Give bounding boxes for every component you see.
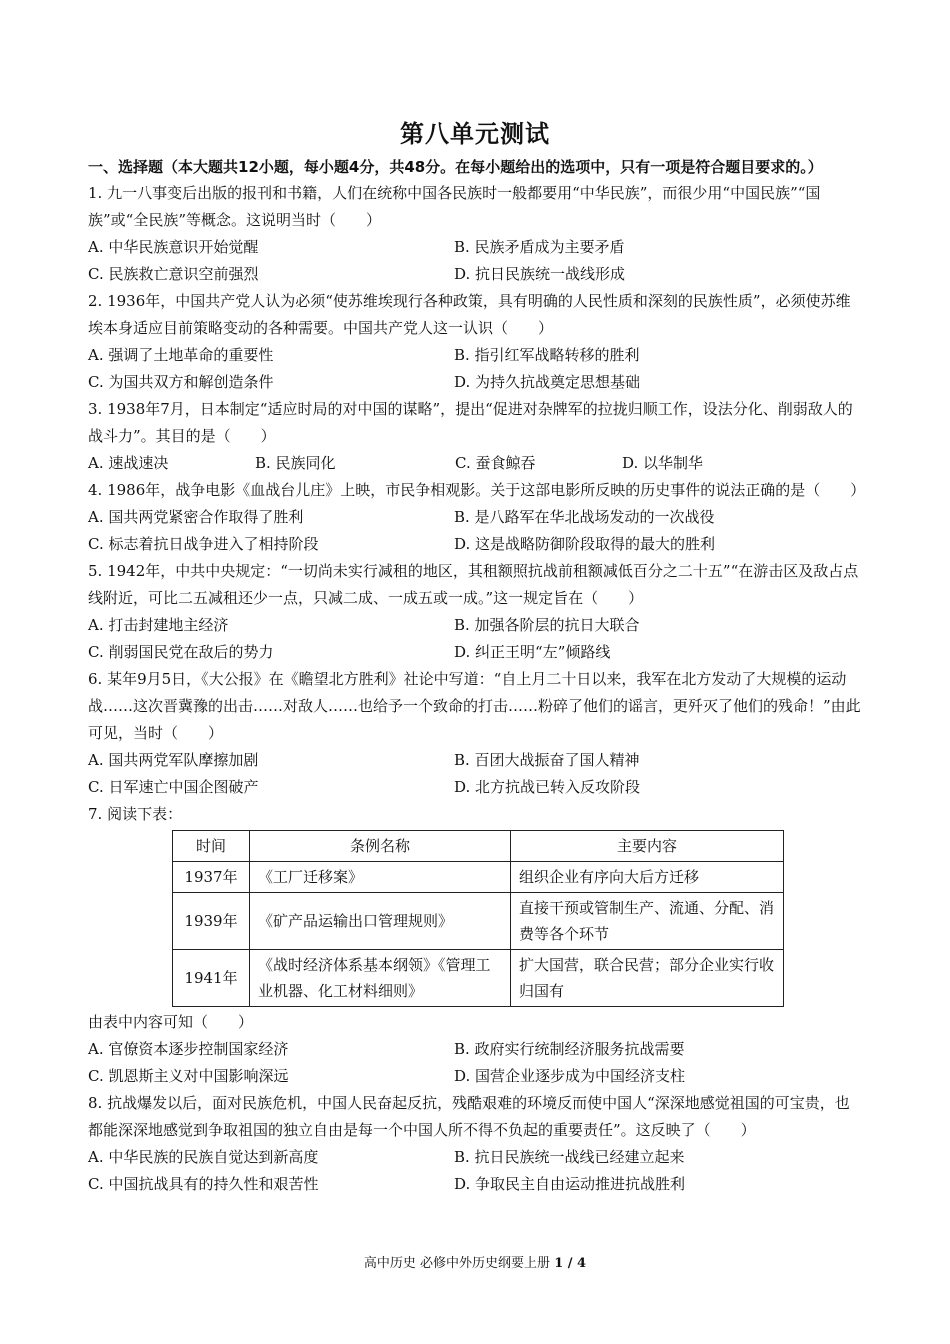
option-a: A. 中华民族的民族自觉达到新高度 <box>88 1148 319 1166</box>
option-a: A. 中华民族意识开始觉醒 <box>88 238 259 256</box>
option-a: A. 打击封建地主经济 <box>88 616 229 634</box>
question-8 <box>88 1090 864 1198</box>
question-3 <box>88 396 864 477</box>
page-footer <box>0 1252 950 1271</box>
option-c: C. 凯恩斯主义对中国影响深远 <box>88 1067 289 1085</box>
option-b: B. 百团大战振奋了国人精神 <box>454 751 640 769</box>
option-d: D. 为持久抗战奠定思想基础 <box>454 373 641 391</box>
options <box>88 1144 864 1198</box>
question-prompt: 由表中内容可知（ ） <box>88 1013 254 1031</box>
options <box>88 234 864 288</box>
option-d: D. 这是战略防御阶段取得的最大的胜利 <box>454 535 716 553</box>
table-cell: 直接干预或管制生产、流通、分配、消费等各个环节 <box>511 893 784 950</box>
question-2 <box>88 288 864 396</box>
option-b: B. 指引红军战略转移的胜利 <box>454 346 640 364</box>
option-b: B. 是八路军在华北战场发动的一次战役 <box>454 508 715 526</box>
policy-table <box>172 830 784 1007</box>
options <box>88 1036 864 1090</box>
option-d: D. 北方抗战已转入反攻阶段 <box>454 778 641 796</box>
option-d: D. 争取民主自由运动推进抗战胜利 <box>454 1175 686 1193</box>
question-stem: 7. 阅读下表： <box>88 805 183 823</box>
question-stem: 6. 某年9月5日，《大公报》在《瞻望北方胜利》社论中写道：“自上月二十日以来，我军在北方发动了大规模的运动战……这次晋冀豫的出击……对敌人……也给予一个致命的打击……粉碎了他们的谣言，更歼灭了他们的残命！”由此可见，当时（ ） <box>88 670 861 742</box>
table-cell: 《矿产品运输出口管理规则》 <box>250 893 511 950</box>
question-6 <box>88 666 864 801</box>
option-d: D. 以华制华 <box>622 454 704 472</box>
table-cell: 1937年 <box>173 862 250 893</box>
option-c: C. 削弱国民党在敌后的势力 <box>88 643 274 661</box>
table-cell: 扩大国营，联合民营；部分企业实行收归国有 <box>511 950 784 1007</box>
table-cell: 1939年 <box>173 893 250 950</box>
option-c: C. 日军速亡中国企图破产 <box>88 778 259 796</box>
question-5 <box>88 558 864 666</box>
question-1 <box>88 180 864 288</box>
option-d: D. 纠正王明“左”倾路线 <box>454 643 611 661</box>
option-b: B. 加强各阶层的抗日大联合 <box>454 616 640 634</box>
option-b: B. 民族矛盾成为主要矛盾 <box>454 238 625 256</box>
option-a: A. 国共两党紧密合作取得了胜利 <box>88 508 304 526</box>
question-list <box>88 180 864 1198</box>
table-header: 条例名称 <box>250 831 511 862</box>
option-a: A. 速战速决 <box>88 454 169 472</box>
question-stem: 1. 九一八事变后出版的报刊和书籍，人们在统称中国各民族时一般都要用“中华民族”，而很少用“中国民族”“国族”或“全民族”等概念。这说明当时（ ） <box>88 184 821 229</box>
options <box>88 450 864 477</box>
page-title: 第八单元测试 <box>400 120 550 148</box>
question-4 <box>88 477 864 558</box>
options <box>88 747 864 801</box>
option-d: D. 抗日民族统一战线形成 <box>454 265 626 283</box>
options <box>88 612 864 666</box>
table-cell: 1941年 <box>173 950 250 1007</box>
table-row <box>173 862 784 893</box>
option-c: C. 民族救亡意识空前强烈 <box>88 265 259 283</box>
question-stem: 3. 1938年7月，日本制定“适应时局的对中国的谋略”，提出“促进对杂牌军的拉拢归顺工作，设法分化、削弱敌人的战斗力”。其目的是（ ） <box>88 400 853 445</box>
option-b: B. 民族同化 <box>255 454 336 472</box>
option-a: A. 国共两党军队摩擦加剧 <box>88 751 259 769</box>
option-c: C. 中国抗战具有的持久性和艰苦性 <box>88 1175 319 1193</box>
option-c: C. 蚕食鲸吞 <box>455 454 536 472</box>
table-row <box>173 893 784 950</box>
question-stem: 4. 1986年，战争电影《血战台儿庄》上映，市民争相观影。关于这部电影所反映的历史事件的说法正确的是（ ） <box>88 481 866 499</box>
option-c: C. 标志着抗日战争进入了相持阶段 <box>88 535 319 553</box>
question-stem: 8. 抗战爆发以后，面对民族危机，中国人民奋起反抗，残酷艰难的环境反而使中国人“深深地感觉祖国的可宝贵，也都能深深地感觉到争取祖国的独立自由是每一个中国人所不得不负起的重要责任”。这反映了（ ） <box>88 1094 850 1139</box>
option-c: C. 为国共双方和解创造条件 <box>88 373 274 391</box>
option-b: B. 抗日民族统一战线已经建立起来 <box>454 1148 685 1166</box>
table-row <box>173 950 784 1007</box>
options <box>88 342 864 396</box>
table-header: 主要内容 <box>511 831 784 862</box>
option-d: D. 国营企业逐步成为中国经济支柱 <box>454 1067 686 1085</box>
table-cell: 《战时经济体系基本纲领》《管理工业机器、化工材料细则》 <box>250 950 511 1007</box>
options <box>88 504 864 558</box>
question-stem: 2. 1936年，中国共产党人认为必须“使苏维埃现行各种政策，具有明确的人民性质和深刻的民族性质”，必须使苏维埃本身适应目前策略变动的各种需要。中国共产党人这一认识（ ） <box>88 292 851 337</box>
question-7 <box>88 801 864 1090</box>
footer-page-number: 1 / 4 <box>554 1256 587 1271</box>
table-cell: 组织企业有序向大后方迁移 <box>511 862 784 893</box>
question-stem: 5. 1942年，中共中央规定：“一切尚未实行减租的地区，其租额照抗战前租额减低百分之二十五”“在游击区及敌占点线附近，可比二五减租还少一点，只减二成、一成五或一成。”这一规定旨在（ ） <box>88 562 859 607</box>
table-header-row <box>173 831 784 862</box>
option-b: B. 政府实行统制经济服务抗战需要 <box>454 1040 685 1058</box>
option-a: A. 强调了土地革命的重要性 <box>88 346 274 364</box>
table-cell: 《工厂迁移案》 <box>250 862 511 893</box>
section-header: 一、选择题（本大题共12小题，每小题4分，共48分。在每小题给出的选项中，只有一项是符合题目要求的。） <box>88 158 823 176</box>
option-a: A. 官僚资本逐步控制国家经济 <box>88 1040 289 1058</box>
table-header: 时间 <box>173 831 250 862</box>
footer-course: 高中历史 必修中外历史纲要上册 <box>363 1256 551 1271</box>
